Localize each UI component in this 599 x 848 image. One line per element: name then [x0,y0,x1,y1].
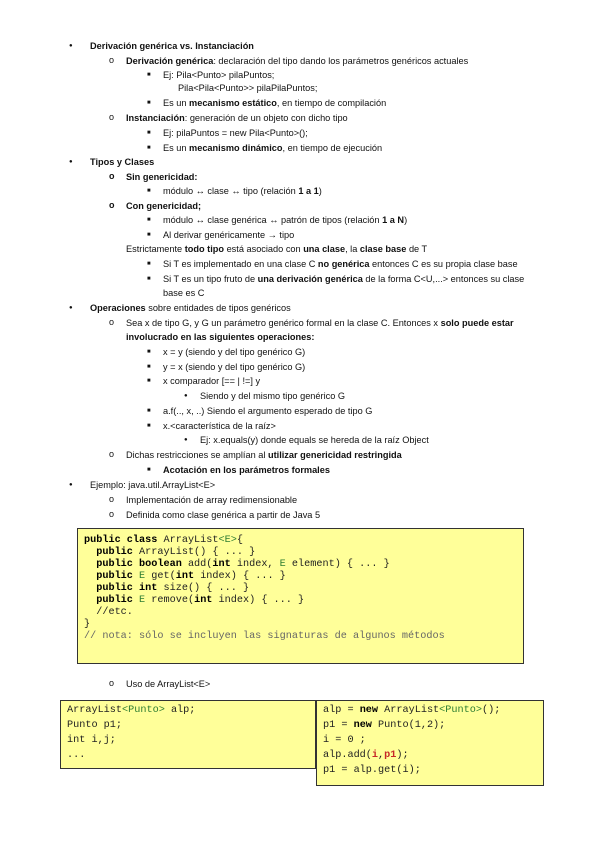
code-line-decl-p1: Punto p1; [67,720,123,731]
item-acotacion: ■ Acotación en los parámetros formales [163,464,330,476]
item-relacion-1a1: ■ módulo ↔ clase ↔ tipo (relación 1 a 1) [163,185,322,197]
heading-ejemplo: ● Ejemplo: java.util.ArrayList<E> [90,479,215,491]
item-mecanismo-dinamico: ■ Es un mecanismo dinámico, en tiempo de ejecución [163,142,382,154]
code-line-decl-alp: ArrayList<Punto> alp; [67,705,196,716]
code-line-decl-ij: int i,j; [67,735,116,746]
code-line-constructor: public ArrayList() { ... } [84,547,256,558]
item-relacion-1aN: ■ módulo ↔ clase genérica ↔ patrón de tipos (relación 1 a N) [163,214,407,226]
item-definida: o Definida como clase genérica a partir de Java 5 [126,509,320,521]
example-line-3: ■ Ej: pilaPuntos = new Pila<Punto>(); [163,127,308,139]
code-line-add-call: alp.add(i,p1); [323,750,409,761]
item-uso-arraylist: o Uso de ArrayList<E> [126,678,210,690]
code-line-new-arraylist: alp = new ArrayList<Punto>(); [323,705,501,716]
op-argumento: ■ a.f(.., x, ..) Siendo el argumento esperado de tipo G [163,405,372,417]
code-line-add: public boolean add(int index, E element) { ... } [84,559,390,570]
op-caracteristica-raiz: ■ x.<característica de la raíz> [163,420,276,432]
item-con-genericidad: o Con genericidad; [126,200,201,212]
code-line-decl-ellipsis: ... [67,750,86,761]
item-derivar-generico: ■ Al derivar genéricamente → tipo [163,229,294,241]
item-sea-x-cont: involucrado en las siguientes operaciones: [126,332,315,342]
code-line-size: public int size() { ... } [84,583,250,594]
code-line-close: } [84,619,91,630]
code-line-get: public E get(int index) { ... } [84,571,286,582]
code-box-declarations [60,700,316,769]
item-sin-genericidad: o Sin genericidad: [126,171,197,183]
example-line-2: Pila<Pila<Punto>> pilaPilaPuntos; [178,83,318,93]
code-line-get-call: p1 = alp.get(i); [323,765,421,776]
item-implementacion: o Implementación de array redimensionable [126,494,297,506]
example-line-1: ■ Ej: Pila<Punto> pilaPuntos; [163,69,274,81]
item-derivacion-generica: o Derivación genérica: declaración del tipo dando los parámetros genéricos actuales [126,55,468,67]
op-asignacion-xy: ■ x = y (siendo y del tipo genérico G) [163,346,305,358]
code-box-arraylist [77,528,524,664]
item-instanciacion: o Instanciación: generación de un objeto con dicho tipo [126,112,348,124]
item-sea-x: o Sea x de tipo G, y G un parámetro genérico formal en la clase C. Entonces x solo puede estar [126,317,514,329]
item-restricciones: o Dichas restricciones se amplían al utilizar genericidad restringida [126,449,402,461]
heading-operaciones: ● Operaciones sobre entidades de tipos genéricos [90,302,291,314]
op-comparador: ■ x comparador [== | !=] y [163,375,260,387]
heading-tipos-clases: ● Tipos y Clases [90,156,154,168]
op-asignacion-yx: ■ y = x (siendo y del tipo genérico G) [163,361,305,373]
item-derivacion-generica-base-cont: base es C [163,288,205,298]
item-mecanismo-estatico: ■ Es un mecanismo estático, en tiempo de compilación [163,97,386,109]
code-line-new-punto: p1 = new Punto(1,2); [323,720,446,731]
code-box-usage [316,700,544,786]
op-ejemplo-equals: ● Ej: x.equals(y) donde equals se hereda de la raíz Object [200,434,429,446]
code-line-remove: public E remove(int index) { ... } [84,595,305,606]
item-derivacion-generica-base: ■ Si T es un tipo fruto de una derivación genérica de la forma C<U,...> entonces su clase [163,273,524,285]
heading-derivacion: ● Derivación genérica vs. Instanciación [90,40,254,52]
code-line-etc: //etc. [84,607,133,618]
code-line-i-zero: i = 0 ; [323,735,366,746]
code-line-class: public class ArrayList<E>{ [84,535,243,546]
code-line-comment: // nota: sólo se incluyen las signaturas de algunos métodos [84,631,445,642]
op-comparador-detalle: ● Siendo y del mismo tipo genérico G [200,390,345,402]
text-estrictamente: Estrictamente todo tipo está asociado con una clase, la clase base de T [126,244,428,254]
item-no-generica: ■ Si T es implementado en una clase C no genérica entonces C es su propia clase base [163,258,518,270]
